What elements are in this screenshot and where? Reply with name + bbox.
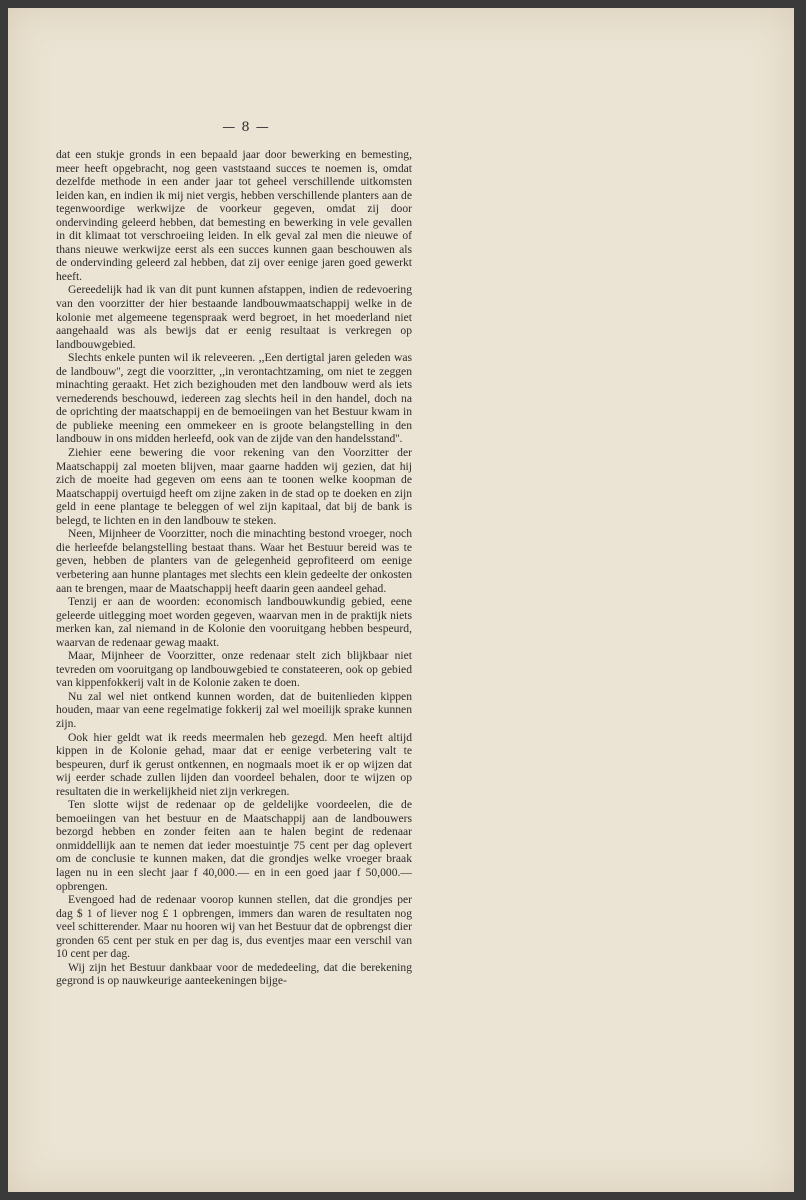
body-text	[56, 148, 412, 988]
paragraph: Ten slotte wijst de redenaar op de geldelijke voordeelen, die de bemoeiingen van het bestuur en de Maatschappij aan de landbouwers bezorgd hebben en zonder feiten aan te halen begint de redenaar onmiddellijk aan te nemen dat ieder moestuintje 75 cent per dag oplevert om de conclusie te kunnen maken, dat die grondjes welke vroeger braak lagen nu in een slecht jaar f 40,000.— en in een goed jaar f 50,000.— opbrengen.	[56, 798, 412, 893]
paragraph: Nu zal wel niet ontkend kunnen worden, dat de buitenlieden kippen houden, maar van eene regelmatige fokkerij zal wel moeilijk sprake kunnen zijn.	[56, 689, 412, 730]
paragraph: Neen, Mijnheer de Voorzitter, noch die minachting bestond vroeger, noch die herleefde belangstelling bestaat thans. Waar het Bestuur bereid was te geven, hebben de planters van de gelegenheid geprofiteerd om eenige verbetering aan hunne plantages met slechts een klein gedeelte der onkosten aan te brengen, maar de Maatschappij heeft daarin geen aandeel gehad.	[56, 527, 412, 595]
page-number: — 8 —	[222, 120, 270, 135]
paragraph: Ook hier geldt wat ik reeds meermalen heb gezegd. Men heeft altijd kippen in de Kolonie gehad, maar dat er eenige verbetering valt te bespeuren, durf ik gerust ontkennen, en nogmaals moet ik er op wijzen dat wij eerder schade zullen lijden dan voordeel behalen, door te wijzen op resultaten die in werkelijkheid niet zijn verkregen.	[56, 730, 412, 798]
paragraph: dat een stukje gronds in een bepaald jaar door bewerking en bemesting, meer heeft opgebracht, nog geen vaststaand succes te noemen is, omdat dezelfde methode in een ander jaar tot geheel verschillende uitkomsten leiden kan, en indien ik mij niet vergis, hebben verschillende planters aan de tegenwoordige werkwijze de voorkeur gegeven, omdat zij door ondervinding geleerd hebben, dat bemesting en bewerking in vele gevallen in dit klimaat tot verschroeiing leiden. In elk geval zal men die nieuwe of thans nieuwe werkwijze eerst als een succes kunnen gaan beschouwen als de ondervinding geleerd zal hebben, dat zij over eenige jaren goed gewerkt heeft.	[56, 148, 412, 283]
paper-sheet	[8, 8, 794, 1192]
paragraph: Slechts enkele punten wil ik releveeren. ,,Een dertigtal jaren geleden was de landbouw'', zegt die voorzitter, ,,in verontachtzaming, om niet te zeggen minachting geraakt. Het zich bezighouden met den landbouw werd als iets vernederends beschouwd, iedereen zag slechts heil in den handel, doch na de oprichting der maatschappij en de bemoeiingen van het Bestuur kwam in de publieke meening een ommekeer en is groote belangstelling in den landbouw in ons midden herleefd, ook van de zijde van den handelsstand''.	[56, 351, 412, 446]
paragraph: Maar, Mijnheer de Voorzitter, onze redenaar stelt zich blijkbaar niet tevreden om vooruitgang op landbouwgebied te constateeren, ook op gebied van kippenfokkerij valt in de Kolonie zaken te doen.	[56, 649, 412, 690]
paragraph: Tenzij er aan de woorden: economisch landbouwkundig gebied, eene geleerde uitlegging moet worden gegeven, waarvan men in de praktijk niets merken kan, zal niemand in de Kolonie den vooruitgang hebben bespeurd, waarvan de redenaar gewag maakt.	[56, 595, 412, 649]
paragraph: Wij zijn het Bestuur dankbaar voor de mededeeling, dat die berekening gegrond is op nauwkeurige aanteekeningen bijge-	[56, 960, 412, 988]
paragraph: Evengoed had de redenaar voorop kunnen stellen, dat die grondjes per dag $ 1 of liever nog £ 1 opbrengen, immers dan waren de resultaten nog veel schitterender. Maar nu hooren wij van het Bestuur dat de opbrengst dier gronden 65 cent per stuk en per dag is, dus eventjes maar een verschil van 10 cent per dag.	[56, 893, 412, 961]
paragraph: Ziehier eene bewering die voor rekening van den Voorzitter der Maatschappij zal moeten blijven, maar gaarne hadden wij gezien, dat hij zich de moeite had gegeven om eens aan te toonen welke koopman de Maatschappij overtuigd heeft om zijne zaken in de stad op te doeken en zijn geld in eene plantage te beleggen of wel zijn kapitaal, dat bij de bank is belegd, te lichten en in den landbouw te steken.	[56, 446, 412, 527]
paragraph: Gereedelijk had ik van dit punt kunnen afstappen, indien de redevoering van den voorzitter der hier bestaande landbouwmaatschappij welke in de kolonie met algemeene tegenspraak werd begroet, in het moederland niet aangehaald was als bewijs dat er eenig resultaat is verkregen op landbouwgebied.	[56, 283, 412, 351]
